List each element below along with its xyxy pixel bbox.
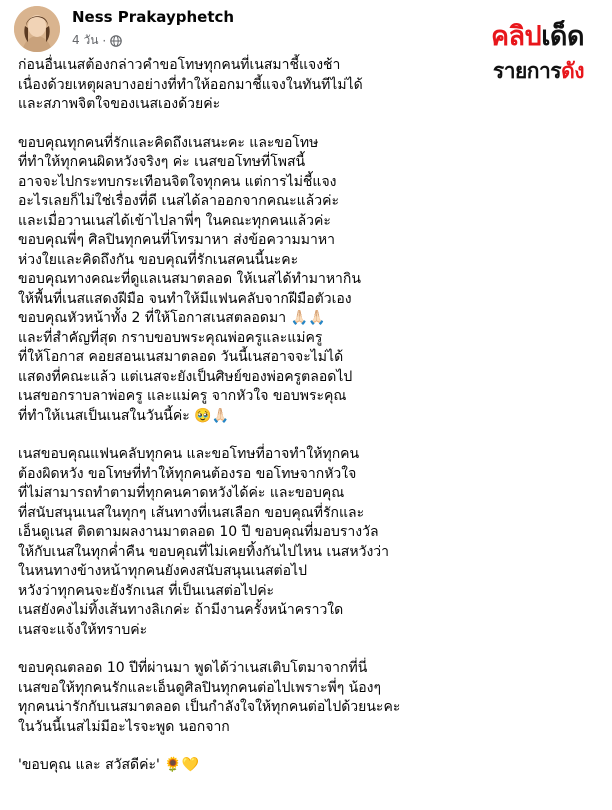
post-text-line: ในวันนี้เนสไม่มีอะไรจะพูด นอกจาก xyxy=(18,718,230,735)
post-text-line: ต้องผิดหวัง ขอโทษที่ทำให้ทุกคนต้องรอ ขอโทษจากหัวใจ xyxy=(18,465,357,482)
author-avatar[interactable] xyxy=(14,6,60,52)
post-text-line: ในหนทางข้างหน้าทุกคนยังคงสนับสนุนเนสต่อไป xyxy=(18,563,307,579)
post-text-line: เนสขอกราบลาพ่อครู และแม่ครู จากหัวใจ ขอบพระคุณ xyxy=(18,388,347,404)
post-meta xyxy=(72,31,122,50)
post-body xyxy=(18,56,593,795)
post-paragraph xyxy=(18,56,593,115)
post-text-line: และที่สำคัญที่สุด กราบขอบพระคุณพ่อครูและแม่ครู xyxy=(18,329,323,346)
post-text-line: แสดงที่คณะแล้ว แต่เนสจะยังเป็นศิษย์ของพ่อครูตลอดไป xyxy=(18,368,353,385)
post-text-line: ก่อนอื่นเนสต้องกล่าวคำขอโทษทุกคนที่เนสมาชี้แจงช้า xyxy=(18,57,341,73)
post-text-line: ที่ไม่สามารถทำตามที่ทุกคนคาดหวังได้ค่ะ และขอบคุณ xyxy=(18,485,345,501)
post-paragraph xyxy=(18,445,593,640)
post-text-line: ที่สนับสนุนเนสในทุกๆ เส้นทางที่เนสเลือก ขอบคุณที่รักและ xyxy=(18,504,365,521)
watermark-word-rai-kan: รายการ xyxy=(492,59,562,83)
post-text-line: 'ขอบคุณ และ สวัสดีค่ะ' 🌻💛 xyxy=(18,757,200,773)
post-text-line: ให้พื้นที่เนสแสดงฝีมือ จนทำให้มีแฟนคลับจากฝีมือตัวเอง xyxy=(18,290,352,307)
globe-icon xyxy=(110,35,122,47)
meta-separator: · xyxy=(102,33,107,48)
post-text-line: เนื่องด้วยเหตุผลบางอย่างที่ทำให้ออกมาชี้แจงในทันทีไม่ได้ xyxy=(18,76,363,93)
post-text-line: ที่ทำให้ทุกคนผิดหวังจริงๆ ค่ะ เนสขอโทษที่โพสนี้ xyxy=(18,154,306,170)
post-text-line: ที่ให้โอกาส คอยสอนเนสมาตลอด วันนี้เนสอาจจะไม่ได้ xyxy=(18,349,344,365)
post-text-line: เนสยังคงไม่ทิ้งเส้นทางลิเกค่ะ ถ้ามีงานครั้งหน้าคราวใด xyxy=(18,602,344,618)
post-text-line: เนสจะแจ้งให้ทราบค่ะ xyxy=(18,621,148,638)
watermark-word-dang: ดัง xyxy=(561,59,584,83)
post-paragraph xyxy=(18,134,593,427)
post-text-line: ห่วงใยและคิดถึงกัน ขอบคุณที่รักเนสคนนี้นะคะ xyxy=(18,251,299,268)
author-name[interactable]: Ness Prakayphetch xyxy=(72,8,235,26)
post-text-line: ขอบคุณหัวหน้าทั้ง 2 ที่ให้โอกาสเนสตลอดมา 🙏🏻🙏🏻 xyxy=(18,310,326,326)
post-text-line: เนสขอให้ทุกคนรักและเอ็นดูศิลปินทุกคนต่อไปเพราะพี่ๆ น้องๆ xyxy=(18,679,381,696)
post-text-line: เนสขอบคุณแฟนคลับทุกคน และขอโทษที่อาจทำให้ทุกคน xyxy=(18,446,360,462)
post-time[interactable]: 4 วัน xyxy=(72,33,99,47)
post-text-line: ขอบคุณทางคณะที่ดูแลเนสมาตลอด ให้เนสได้ทำมาหากิน xyxy=(18,271,361,287)
post-text-line: ทุกคนน่ารักกับเนสมาตลอด เป็นกำลังใจให้ทุกคนต่อไปด้วยนะคะ xyxy=(18,699,401,715)
post-text-line: หวังว่าทุกคนจะยังรักเนส ที่เป็นเนสต่อไปค่ะ xyxy=(18,582,275,599)
watermark-word-clip: คลิป xyxy=(490,21,542,52)
post-text-line: อาจจะไปกระทบกระเทือนจิตใจทุกคน แต่การไม่ชี้แจง xyxy=(18,173,337,190)
post-text-line: และสภาพจิตใจของเนสเองด้วยค่ะ xyxy=(18,96,221,112)
post-text-line: ที่ทำให้เนสเป็นเนสในวันนี้ค่ะ 🥹🙏🏻 xyxy=(18,407,230,424)
post-text-line: ขอบคุณทุกคนที่รักและคิดถึงเนสนะคะ และขอโทษ xyxy=(18,134,319,151)
post-text-line: ขอบคุณตลอด 10 ปีที่ผ่านมา พูดได้ว่าเนสเติบโตมาจากที่นี่ xyxy=(18,660,368,676)
post-paragraph xyxy=(18,756,593,776)
watermark-word-ded: เด็ด xyxy=(541,21,584,52)
post-paragraph xyxy=(18,659,593,737)
post-text-line: ขอบคุณพี่ๆ ศิลปินทุกคนที่โทรมาหา ส่งข้อความมาหา xyxy=(18,232,335,248)
post-text-line: และเมื่อวานเนสได้เข้าไปลาพี่ๆ ในคณะทุกคนแล้วค่ะ xyxy=(18,212,331,229)
post-text-line: อะไรเลยก็ไม่ใช่เรื่องที่ดี เนสได้ลาออกจากคณะแล้วค่ะ xyxy=(18,193,339,209)
watermark-line-1 xyxy=(491,22,584,52)
post-text-line: ให้กับเนสในทุกค่ำคืน ขอบคุณที่ไม่เคยทิ้งกันไปไหน เนสหวังว่า xyxy=(18,543,389,560)
post-text-line: เอ็นดูเนส ติดตามผลงานมาตลอด 10 ปี ขอบคุณที่มอบรางวัล xyxy=(18,524,379,540)
profile-photo-icon xyxy=(14,6,60,52)
